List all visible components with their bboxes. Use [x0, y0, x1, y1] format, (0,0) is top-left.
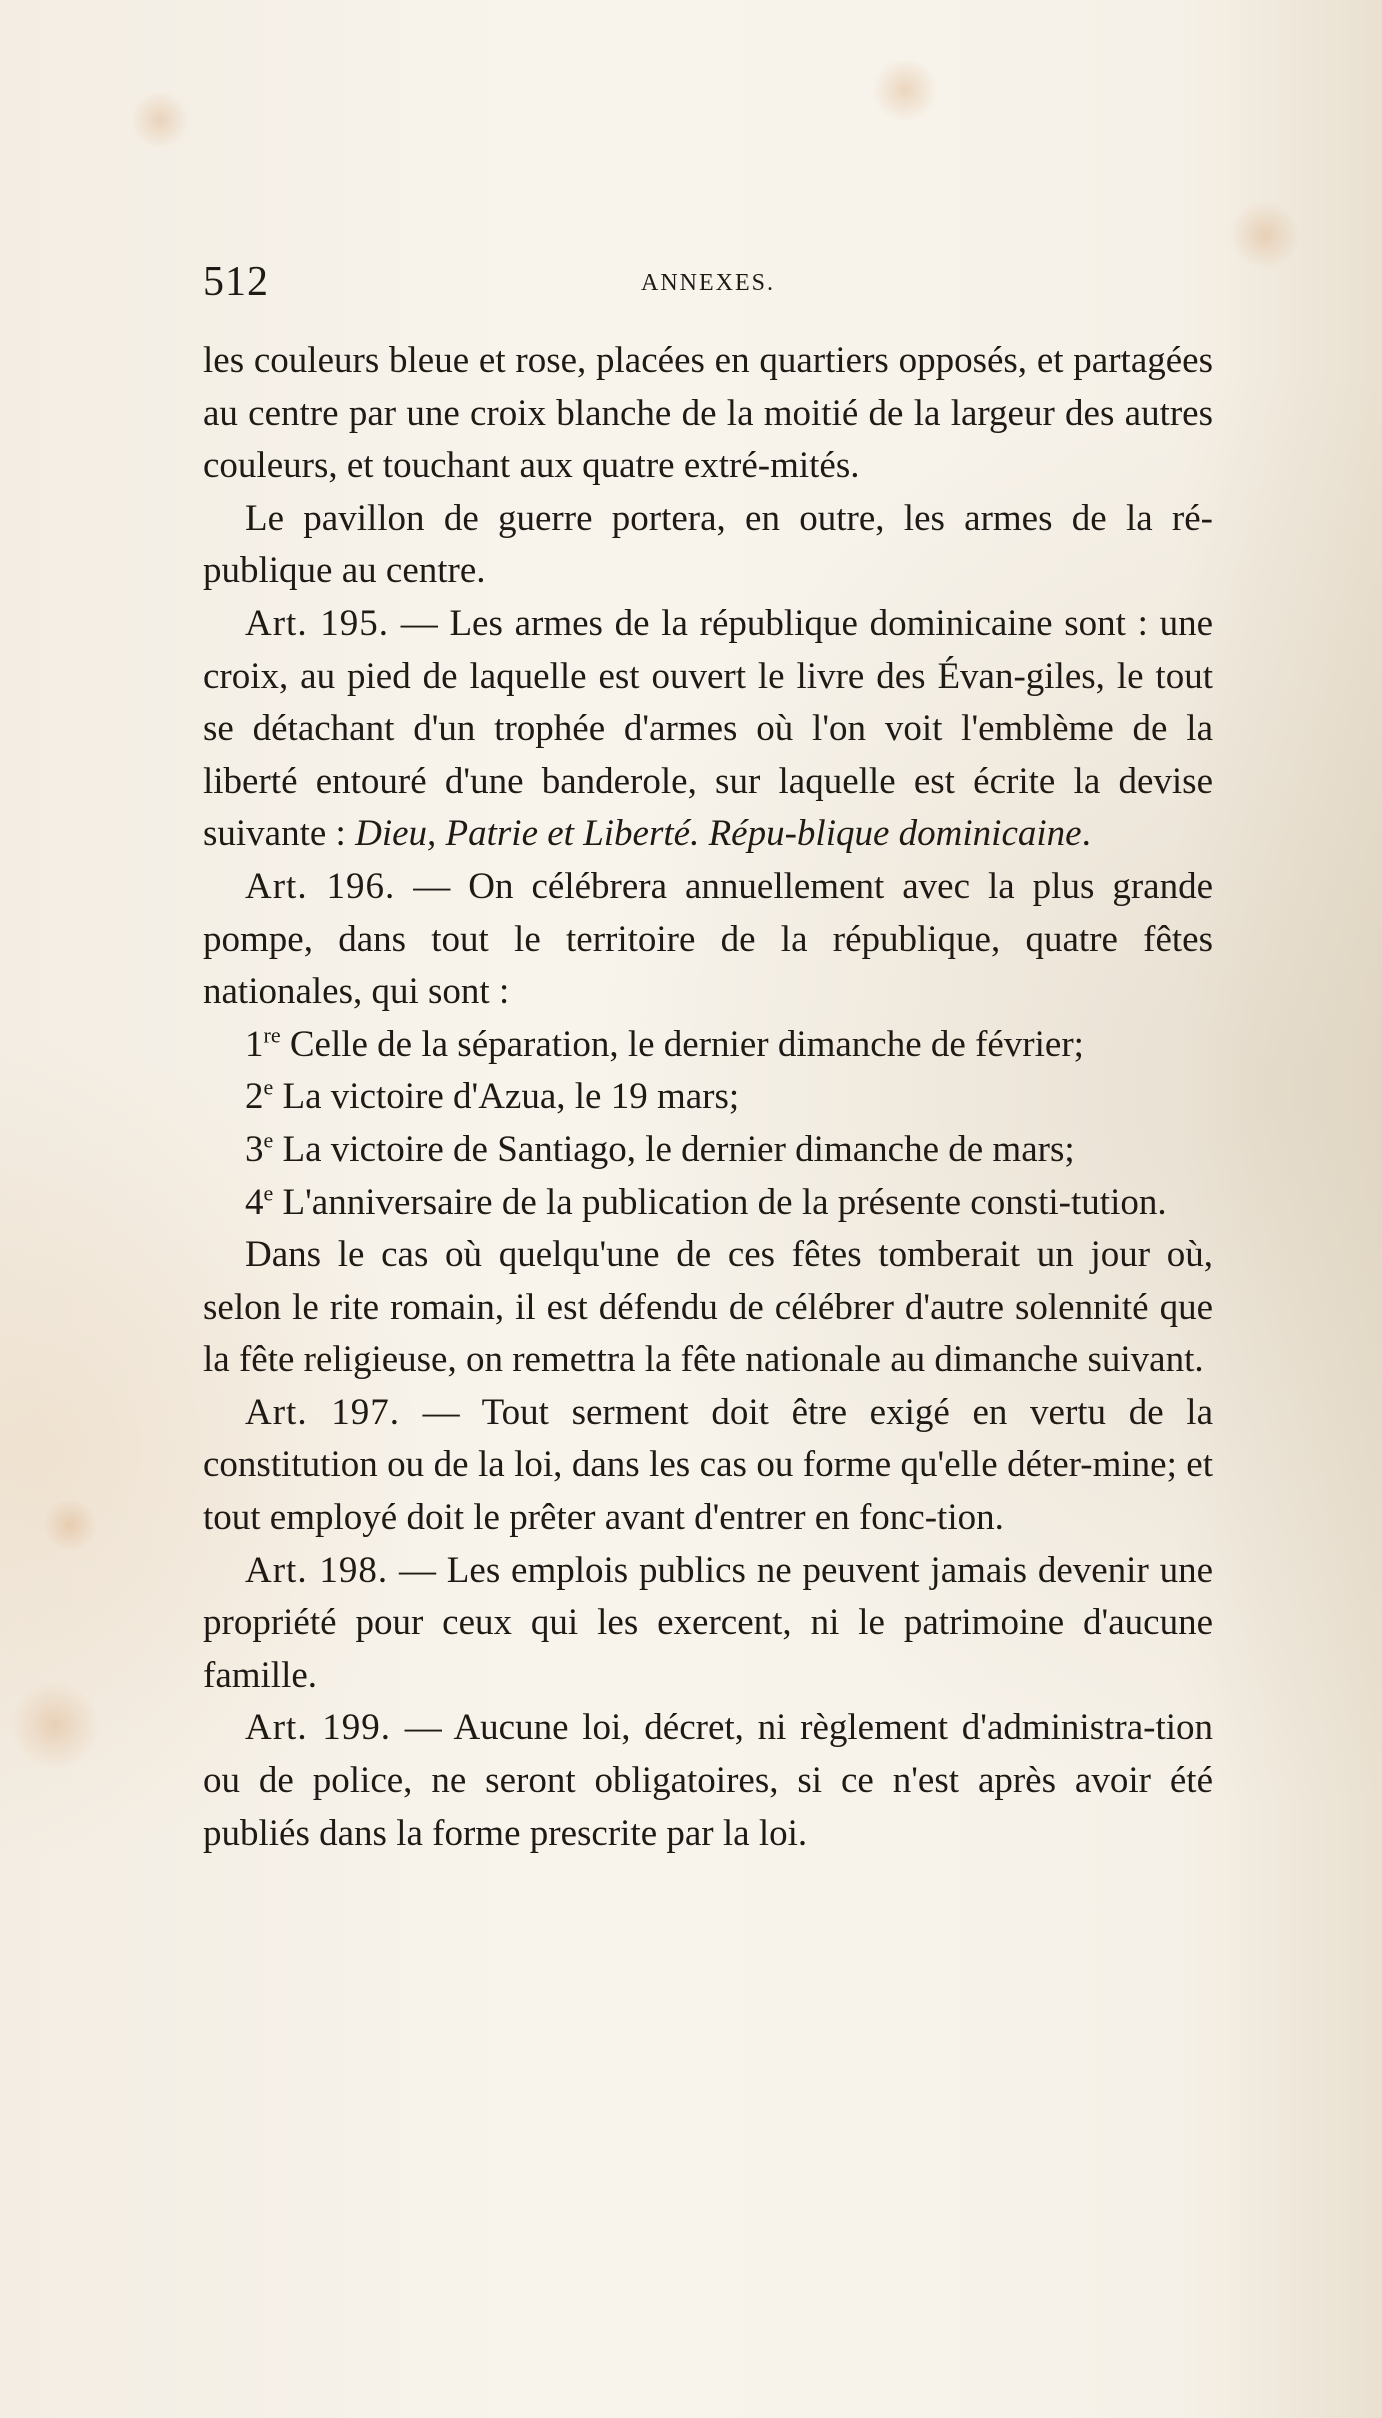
ordinal-number: 3: [245, 1128, 264, 1170]
article-text: — Tout serment doit être exigé en vertu de la constitution ou de la loi, dans les cas ou forme qu'elle déter-mine; et tout employé doit le prêter avant d'entrer en fonc-tion.: [203, 1391, 1213, 1539]
article-label: Art. 199.: [245, 1707, 392, 1749]
article-text: — Les emplois publics ne peuvent jamais devenir une propriété pour ceux qui les exercent, ni le patrimoine d'aucune famille.: [203, 1549, 1214, 1696]
article-text: — On célébrera annuellement avec la plus grande pompe, dans tout le territoire de la république, quatre fêtes nationales, qui sont :: [203, 865, 1214, 1013]
article-text-end: .: [1081, 813, 1091, 855]
article-label: Art. 196.: [245, 865, 396, 907]
paragraph-flag-colors: les couleurs bleue et rose, placées en quartiers opposés, et partagées au centre par une croix blanche de la moitié de la largeur des autres couleurs, et touchant aux quatre extré-mités.: [203, 340, 1213, 487]
ordinal-number: 1: [245, 1023, 264, 1065]
ordinal-suffix: re: [263, 1022, 281, 1048]
article-195: [203, 598, 1213, 861]
ordinal-suffix: e: [263, 1127, 274, 1153]
holiday-text: La victoire d'Azua, le 19 mars;: [282, 1076, 740, 1118]
article-197: [203, 1387, 1213, 1545]
foxing-stain: [1230, 200, 1300, 270]
page-header: [203, 258, 1213, 308]
foxing-stain: [10, 1680, 100, 1770]
holiday-item: [203, 1124, 1213, 1177]
page-number: 512: [203, 259, 269, 305]
ordinal-suffix: e: [263, 1180, 274, 1206]
holiday-item: [203, 1177, 1213, 1230]
holiday-item: [203, 1019, 1213, 1072]
article-label: Art. 195.: [245, 602, 390, 644]
ordinal-number: 4: [245, 1181, 264, 1223]
foxing-stain: [870, 60, 940, 120]
body-text: [203, 335, 1213, 1860]
article-text: — Les armes de la république dominicaine sont : une croix, au pied de laquelle est ouvert le livre des Évan-giles, le tout se détachant d'un trophée d'armes où l'on voit l'emblème de la liberté entouré d'une banderole, sur laquelle est écrite la devise suivante :: [203, 602, 1214, 855]
running-head: ANNEXES.: [641, 270, 775, 296]
foxing-stain: [40, 1500, 100, 1550]
paragraph-war-flag: Le pavillon de guerre portera, en outre, les armes de la ré-publique au centre.: [203, 497, 1213, 592]
motto-text: Dieu, Patrie et Liberté. Répu-blique dominicaine: [355, 813, 1082, 855]
ordinal-suffix: e: [263, 1074, 274, 1100]
holiday-text: L'anniversaire de la publication de la présente consti-tution.: [282, 1181, 1167, 1223]
article-label: Art. 198.: [245, 1549, 389, 1591]
article-199: [203, 1702, 1213, 1860]
foxing-stain: [130, 90, 190, 150]
holiday-text: Celle de la séparation, le dernier dimanche de février;: [289, 1023, 1084, 1065]
article-text: — Aucune loi, décret, ni règlement d'administra-tion ou de police, ne seront obligatoires, si ce n'est après avoir été publiés dans la forme prescrite par la loi.: [203, 1707, 1214, 1854]
article-label: Art. 197.: [245, 1391, 400, 1433]
holiday-item: [203, 1071, 1213, 1124]
article-196: [203, 861, 1213, 1019]
article-198: [203, 1545, 1213, 1703]
ordinal-number: 2: [245, 1076, 264, 1118]
holiday-text: La victoire de Santiago, le dernier dimanche de mars;: [282, 1128, 1075, 1170]
paragraph-holiday-rule: Dans le cas où quelqu'une de ces fêtes tomberait un jour où, selon le rite romain, il est défendu de célébrer d'autre solennité que la fête religieuse, on remettra la fête nationale au dimanche suivant.: [203, 1234, 1213, 1381]
